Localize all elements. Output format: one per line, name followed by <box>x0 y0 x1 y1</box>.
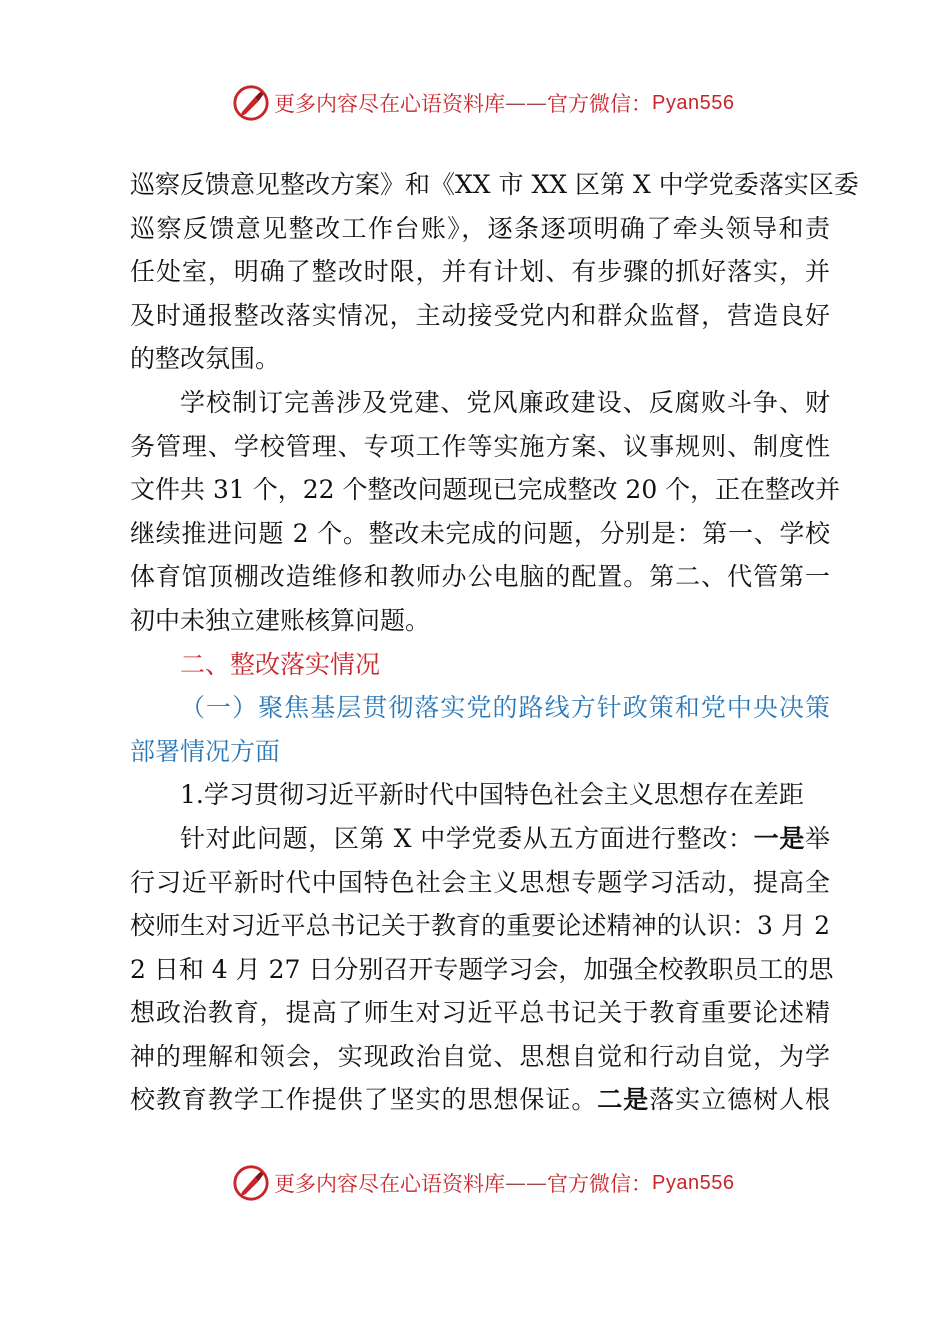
paragraph-2-line: 文件共 31 个，22 个整改问题现已完成整改 20 个，正在整改并 <box>130 475 841 505</box>
paragraph-2-line: 务管理、学校管理、专项工作等实施方案、议事规则、制度性 <box>130 431 830 461</box>
subsection-heading-line: （一）聚焦基层贯彻落实党的路线方针政策和党中央决策 <box>180 693 830 723</box>
paragraph-3-line: 2 日和 4 月 27 日分别召开专题学习会，加强全校教职员工的思 <box>130 954 834 984</box>
watermark-banner-top <box>232 83 752 123</box>
paragraph-3-text: 落实立德树人根 <box>649 1085 830 1115</box>
watermark-main-text: 更多内容尽在心语资料库 <box>274 92 505 116</box>
paragraph-3-text: 举 <box>804 823 830 853</box>
watermark-banner-bottom <box>232 1163 752 1203</box>
paragraph-3-text: 校教育教学工作提供了坚实的思想保证。 <box>130 1085 598 1115</box>
watermark-dash: —— <box>505 1171 547 1195</box>
paragraph-2-line: 学校制订完善涉及党建、党风廉政建设、反腐败斗争、财 <box>180 387 830 417</box>
watermark-dash: —— <box>505 91 547 115</box>
watermark-wechat-id: Pyan556 <box>652 91 735 114</box>
paragraph-1-line: 的整改氛围。 <box>130 344 281 374</box>
pen-logo-icon <box>232 84 270 122</box>
pen-logo-icon <box>232 1164 270 1202</box>
watermark-wechat-id: Pyan556 <box>652 1171 735 1194</box>
item-heading: 1.学习贯彻习近平新时代中国特色社会主义思想存在差距 <box>180 780 804 810</box>
paragraph-3-line: 想政治教育，提高了师生对习近平总书记关于教育重要论述精 <box>130 998 830 1028</box>
paragraph-2-line: 体育馆顶棚改造维修和教师办公电脑的配置。第二、代管第一 <box>130 562 830 592</box>
paragraph-2-line: 继续推进问题 2 个。整改未完成的问题，分别是：第一、学校 <box>130 518 830 548</box>
paragraph-3-line: 行习近平新时代中国特色社会主义思想专题学习活动，提高全 <box>130 867 830 897</box>
section-heading: 二、整改落实情况 <box>180 649 381 679</box>
paragraph-1-line: 任处室，明确了整改时限，并有计划、有步骤的抓好落实，并 <box>130 257 830 287</box>
paragraph-1-line: 及时通报整改落实情况，主动接受党内和群众监督，营造良好 <box>130 300 830 330</box>
watermark-wechat-label: 官方微信： <box>547 92 652 116</box>
paragraph-3-emphasis: 二是 <box>597 1085 650 1115</box>
subsection-heading-line: 部署情况方面 <box>130 736 281 766</box>
paragraph-1-line: 巡察反馈意见整改工作台账》，逐条逐项明确了牵头领导和责 <box>130 213 830 243</box>
paragraph-2-line: 初中未独立建账核算问题。 <box>130 605 431 635</box>
document-body <box>130 163 859 1122</box>
paragraph-3-line: 神的理解和领会，实现政治自觉、思想自觉和行动自觉，为学 <box>130 1041 830 1071</box>
paragraph-3-text: 针对此问题，区第 X 中学党委从五方面进行整改： <box>180 823 754 853</box>
watermark-wechat-label: 官方微信： <box>547 1172 652 1196</box>
watermark-main-text: 更多内容尽在心语资料库 <box>274 1172 505 1196</box>
paragraph-1-line: 巡察反馈意见整改方案》和《XX 市 XX 区第 X 中学党委落实区委 <box>130 170 859 199</box>
paragraph-3-line: 校师生对习近平总书记关于教育的重要论述精神的认识：3 月 2 <box>130 911 830 941</box>
paragraph-3-line <box>130 1078 830 1122</box>
paragraph-3-emphasis: 一是 <box>753 823 805 853</box>
paragraph-3-line <box>130 817 830 861</box>
